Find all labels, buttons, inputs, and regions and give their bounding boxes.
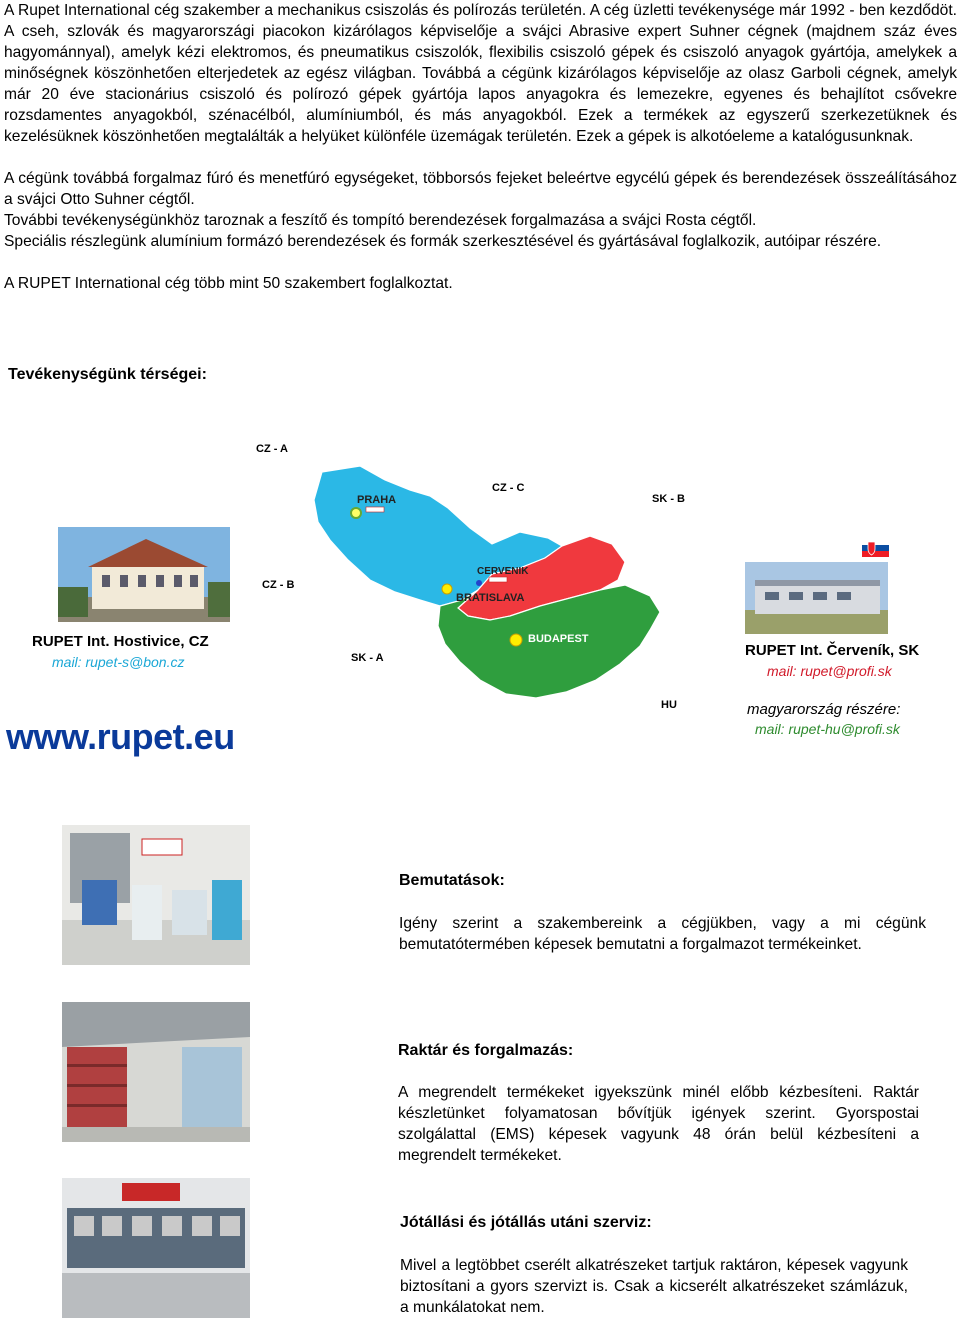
city-label-budapest: BUDAPEST xyxy=(528,633,589,645)
showroom-photo xyxy=(62,825,250,965)
rupet-tag-cervenik xyxy=(489,577,507,582)
label-cz-b: CZ - B xyxy=(262,579,295,591)
hu-office-note: magyarország részére: xyxy=(747,701,901,718)
service-body-demo: Igény szerint a szakembereink a cégjükben, vagy a mi cégünk bemutatótermében képesek bemutatni a forgalmazot termékeinket. xyxy=(399,915,926,953)
intro-paragraph-2: A cégünk továbbá forgalmaz fúró és menetfúró egységeket, többorsós fejeket beleértve egycélú gépek és berendezések összeálításához a svájci Otto Suhner cégtől. xyxy=(4,170,957,208)
cz-office-name: RUPET Int. Hostivice, CZ xyxy=(32,633,209,650)
service-title-warehouse: Raktár és forgalmazás: xyxy=(398,1042,574,1059)
service-title-warranty: Jótállási és jótállás utáni szerviz: xyxy=(400,1214,652,1231)
intro-paragraph-1: A Rupet International cég szakember a mechanikus csiszolás és polírozás területén. A cég üzletti tevékenysége már 1992 - ben kezdődöt. A cseh, szlovák és magyarországi piacokon kizárólagos képviselője a svájci Abrasive expert Suhner cégnek (majdnem száz éves hagyománnyal), amelyk kézi elektromos, és pneumatikus csiszolók, flexibilis csiszoló gépek és csiszoló anyagok gyártója, amelykek a minőségnek köszönhetően elterjedetek az egész világban. Továbbá a cégünk kizárólagos képviselője az olasz Garboli cégnek, amelyk már 20 éve stacionárius csiszoló és polírozó gépek gyártója lapos anyagokra és lemezekre, egyenes és behajlítot csővekre rozsdamentes anyagokból, szénacélból, alumíniumból, és más anyagokból. Ezek a termékek az egyszerű szerkezetüknek és kezelésüknek köszönhetően megtalálták a helyüket különféle üzemágak területén. Ezek a gépek is alkotóeleme a katalógusunknak. xyxy=(4,2,957,145)
intro-paragraph-5: A RUPET International cég több mint 50 szakembert foglalkoztat. xyxy=(4,275,453,292)
rupet-tag-praha xyxy=(366,507,384,512)
sk-office-mail[interactable]: mail: rupet@profi.sk xyxy=(767,663,892,679)
regions-heading: Tevékenységünk térségei: xyxy=(8,366,207,383)
city-dot-budapest xyxy=(510,634,522,646)
label-cz-a: CZ - A xyxy=(256,443,288,455)
service-body-warranty: Mivel a legtöbbet cserélt alkatrészeket tartjuk raktáron, képesek vagyunk biztosítani a gyors szervizt is. Csak a kicserélt alkatrészeket számlázuk, a munkálatokat nem. xyxy=(400,1257,908,1316)
sk-office-photo xyxy=(745,562,888,634)
city-label-praha: PRAHA xyxy=(357,494,397,506)
warehouse-photo xyxy=(62,1002,250,1142)
cz-office-photo xyxy=(58,527,230,622)
city-dot-praha xyxy=(351,508,361,518)
service-photo xyxy=(62,1178,250,1318)
city-dot-cervenik xyxy=(476,580,482,586)
cz-office-mail[interactable]: mail: rupet-s@bon.cz xyxy=(52,654,185,670)
intro-paragraph-3: További tevékenységünkhöz taroznak a feszítő és tompító berendezések forgalmazása a svájci Rosta cégtől. xyxy=(4,212,757,229)
intro-paragraph-4: Speciális részlegünk alumínium formázó berendezések és formák szerkesztésével és gyártásával foglalkozik, autóipar részére. xyxy=(4,233,882,250)
label-sk-b: SK - B xyxy=(652,493,685,505)
service-body-warehouse: A megrendelt termékeket igyekszünk minél előbb kézbesíteni. Raktár készletünket folyamatosan bővítjük igények szerint. Gyorspostai szolgálattal (EMS) képesek vagyunk 48 órán belül kézbesíteni a megrendelt termékeket. xyxy=(398,1084,919,1164)
slovak-flag-icon xyxy=(862,539,889,557)
city-dot-bratislava xyxy=(442,584,452,594)
city-label-cervenik: CERVENIK xyxy=(477,566,529,577)
website-link[interactable]: www.rupet.eu xyxy=(6,716,235,757)
city-label-bratislava: BRATISLAVA xyxy=(456,592,525,604)
sk-office-name: RUPET Int. Červeník, SK xyxy=(745,642,920,659)
intro-text xyxy=(4,0,957,294)
hu-office-mail[interactable]: mail: rupet-hu@profi.sk xyxy=(755,721,900,737)
label-hu: HU xyxy=(661,699,677,711)
label-cz-c: CZ - C xyxy=(492,482,525,494)
service-title-demo: Bemutatások: xyxy=(399,872,505,889)
label-sk-a: SK - A xyxy=(351,652,384,664)
